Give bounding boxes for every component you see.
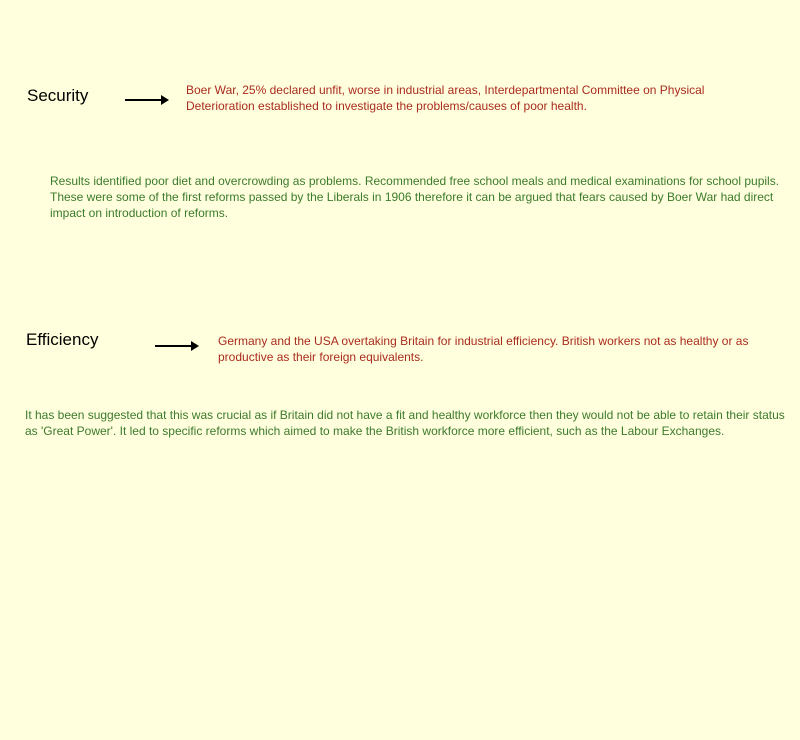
- efficiency-results-text: It has been suggested that this was crucial as if Britain did not have a fit and healthy workforce then they would not be able to retain their status as 'Great Power'. It led to specific reforms which aimed to make the British workforce more efficient, such as the Labour Exchanges.: [25, 408, 785, 438]
- security-results-text: Results identified poor diet and overcrowding as problems. Recommended free school meals and medical examinations for school pupils. These were some of the first reforms passed by the Liberals in 1906 therefore it can be argued that fears caused by Boer War had direct impact on introduction of reforms.: [50, 174, 780, 220]
- efficiency-heading: Efficiency: [26, 330, 99, 349]
- security-arrow-icon: [125, 99, 167, 101]
- security-points-text: Boer War, 25% declared unfit, worse in industrial areas, Interdepartmental Committee on Physical Deterioration established to investigate the problems/causes of poor health.: [186, 83, 705, 113]
- efficiency-arrow-icon: [155, 345, 197, 347]
- efficiency-points-text: Germany and the USA overtaking Britain for industrial efficiency. British workers not as healthy or as productive as their foreign equivalents.: [218, 334, 749, 364]
- security-heading: Security: [27, 86, 89, 105]
